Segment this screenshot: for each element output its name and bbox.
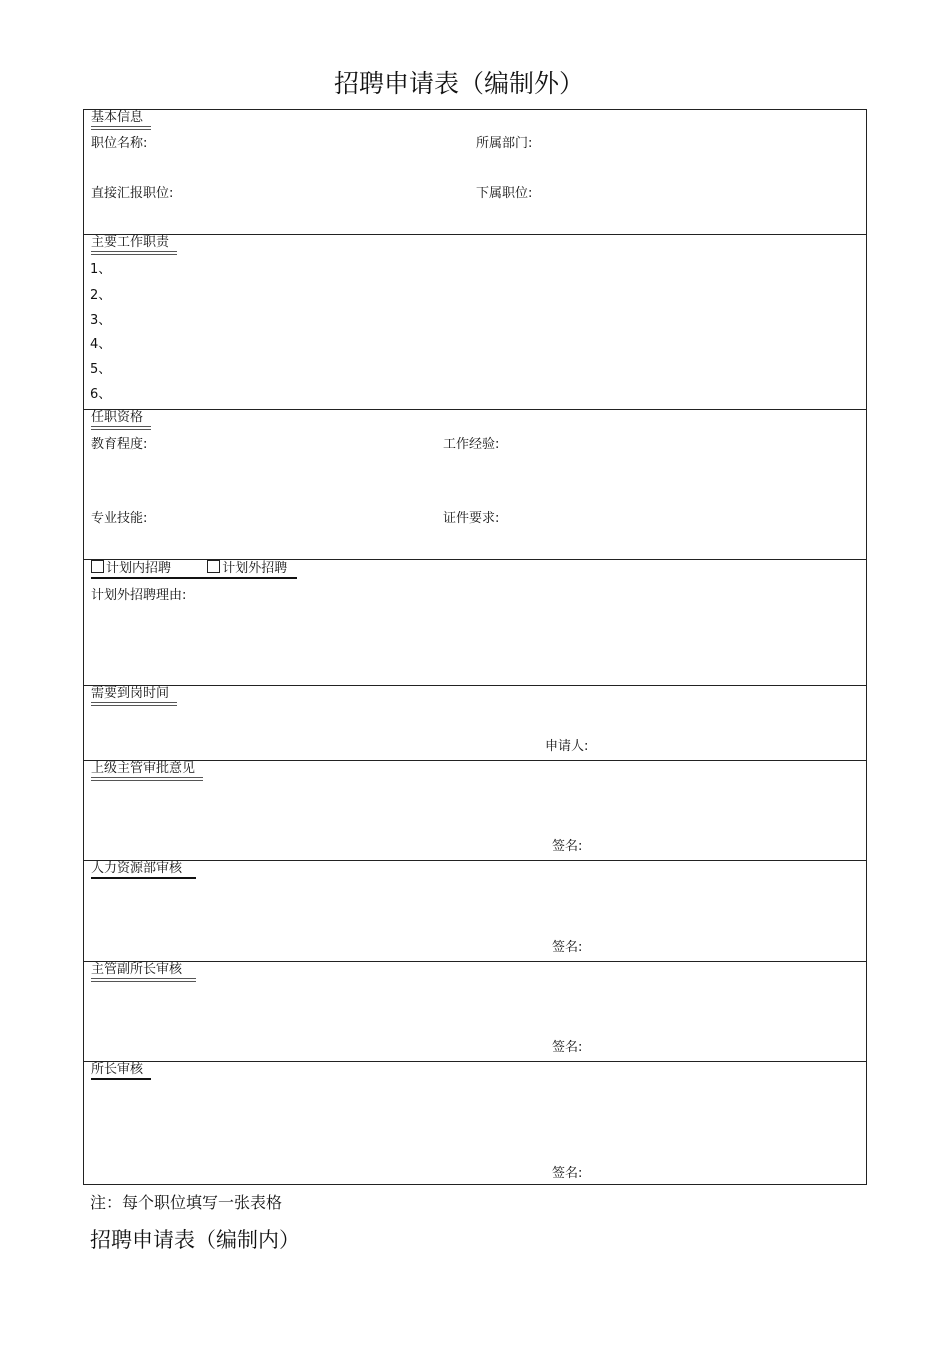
section-heading: 主管副所长审核 — [91, 962, 196, 982]
signature-field[interactable]: 签名: — [552, 1166, 583, 1181]
section-supervisor-approval — [84, 761, 866, 861]
section-director-review — [84, 1062, 866, 1184]
recruitment-form — [83, 109, 867, 1185]
signature-field[interactable]: 签名: — [552, 940, 583, 955]
section-plan — [84, 560, 866, 686]
certificate-field[interactable]: 证件要求: — [443, 511, 500, 526]
section-heading: 上级主管审批意见 — [91, 761, 203, 781]
position-name-field[interactable]: 职位名称: — [91, 136, 148, 151]
education-field[interactable]: 教育程度: — [91, 437, 148, 452]
signature-field[interactable]: 签名: — [552, 839, 583, 854]
plan-out-reason-field[interactable]: 计划外招聘理由: — [91, 588, 187, 603]
plan-out-option[interactable]: 计划外招聘 — [207, 561, 287, 576]
section-heading: 需要到岗时间 — [91, 686, 177, 706]
duty-item[interactable]: 6、 — [90, 387, 112, 402]
checkbox-icon[interactable] — [207, 560, 220, 573]
section-arrival — [84, 686, 866, 761]
section-heading: 基本信息 — [91, 110, 151, 130]
report-to-field[interactable]: 直接汇报职位: — [91, 186, 174, 201]
experience-field[interactable]: 工作经验: — [443, 437, 500, 452]
section-deputy-review — [84, 962, 866, 1062]
duty-item[interactable]: 1、 — [90, 262, 112, 277]
plan-options — [91, 560, 297, 579]
section-heading: 任职资格 — [91, 410, 151, 430]
page-title: 招聘申请表（编制外） — [333, 69, 584, 98]
section-heading: 主要工作职责 — [91, 235, 177, 255]
section-heading: 所长审核 — [91, 1062, 151, 1080]
duty-item[interactable]: 3、 — [90, 313, 112, 328]
duty-item[interactable]: 2、 — [90, 288, 112, 303]
section-basic-info — [84, 110, 866, 235]
subordinate-field[interactable]: 下属职位: — [476, 186, 533, 201]
department-field[interactable]: 所属部门: — [476, 136, 533, 151]
checkbox-icon[interactable] — [91, 560, 104, 573]
section-hr-review — [84, 861, 866, 962]
section-qualification — [84, 410, 866, 560]
signature-field[interactable]: 签名: — [552, 1040, 583, 1055]
section-duties — [84, 235, 866, 410]
applicant-field[interactable]: 申请人: — [545, 739, 589, 754]
form-note: 注：每个职位填写一张表格 — [90, 1193, 283, 1212]
duty-item[interactable]: 5、 — [90, 362, 112, 377]
duty-item[interactable]: 4、 — [90, 337, 112, 352]
plan-in-option[interactable]: 计划内招聘 — [91, 561, 171, 576]
next-form-title: 招聘申请表（编制内） — [90, 1228, 300, 1252]
skills-field[interactable]: 专业技能: — [91, 511, 148, 526]
section-heading: 人力资源部审核 — [91, 861, 196, 879]
